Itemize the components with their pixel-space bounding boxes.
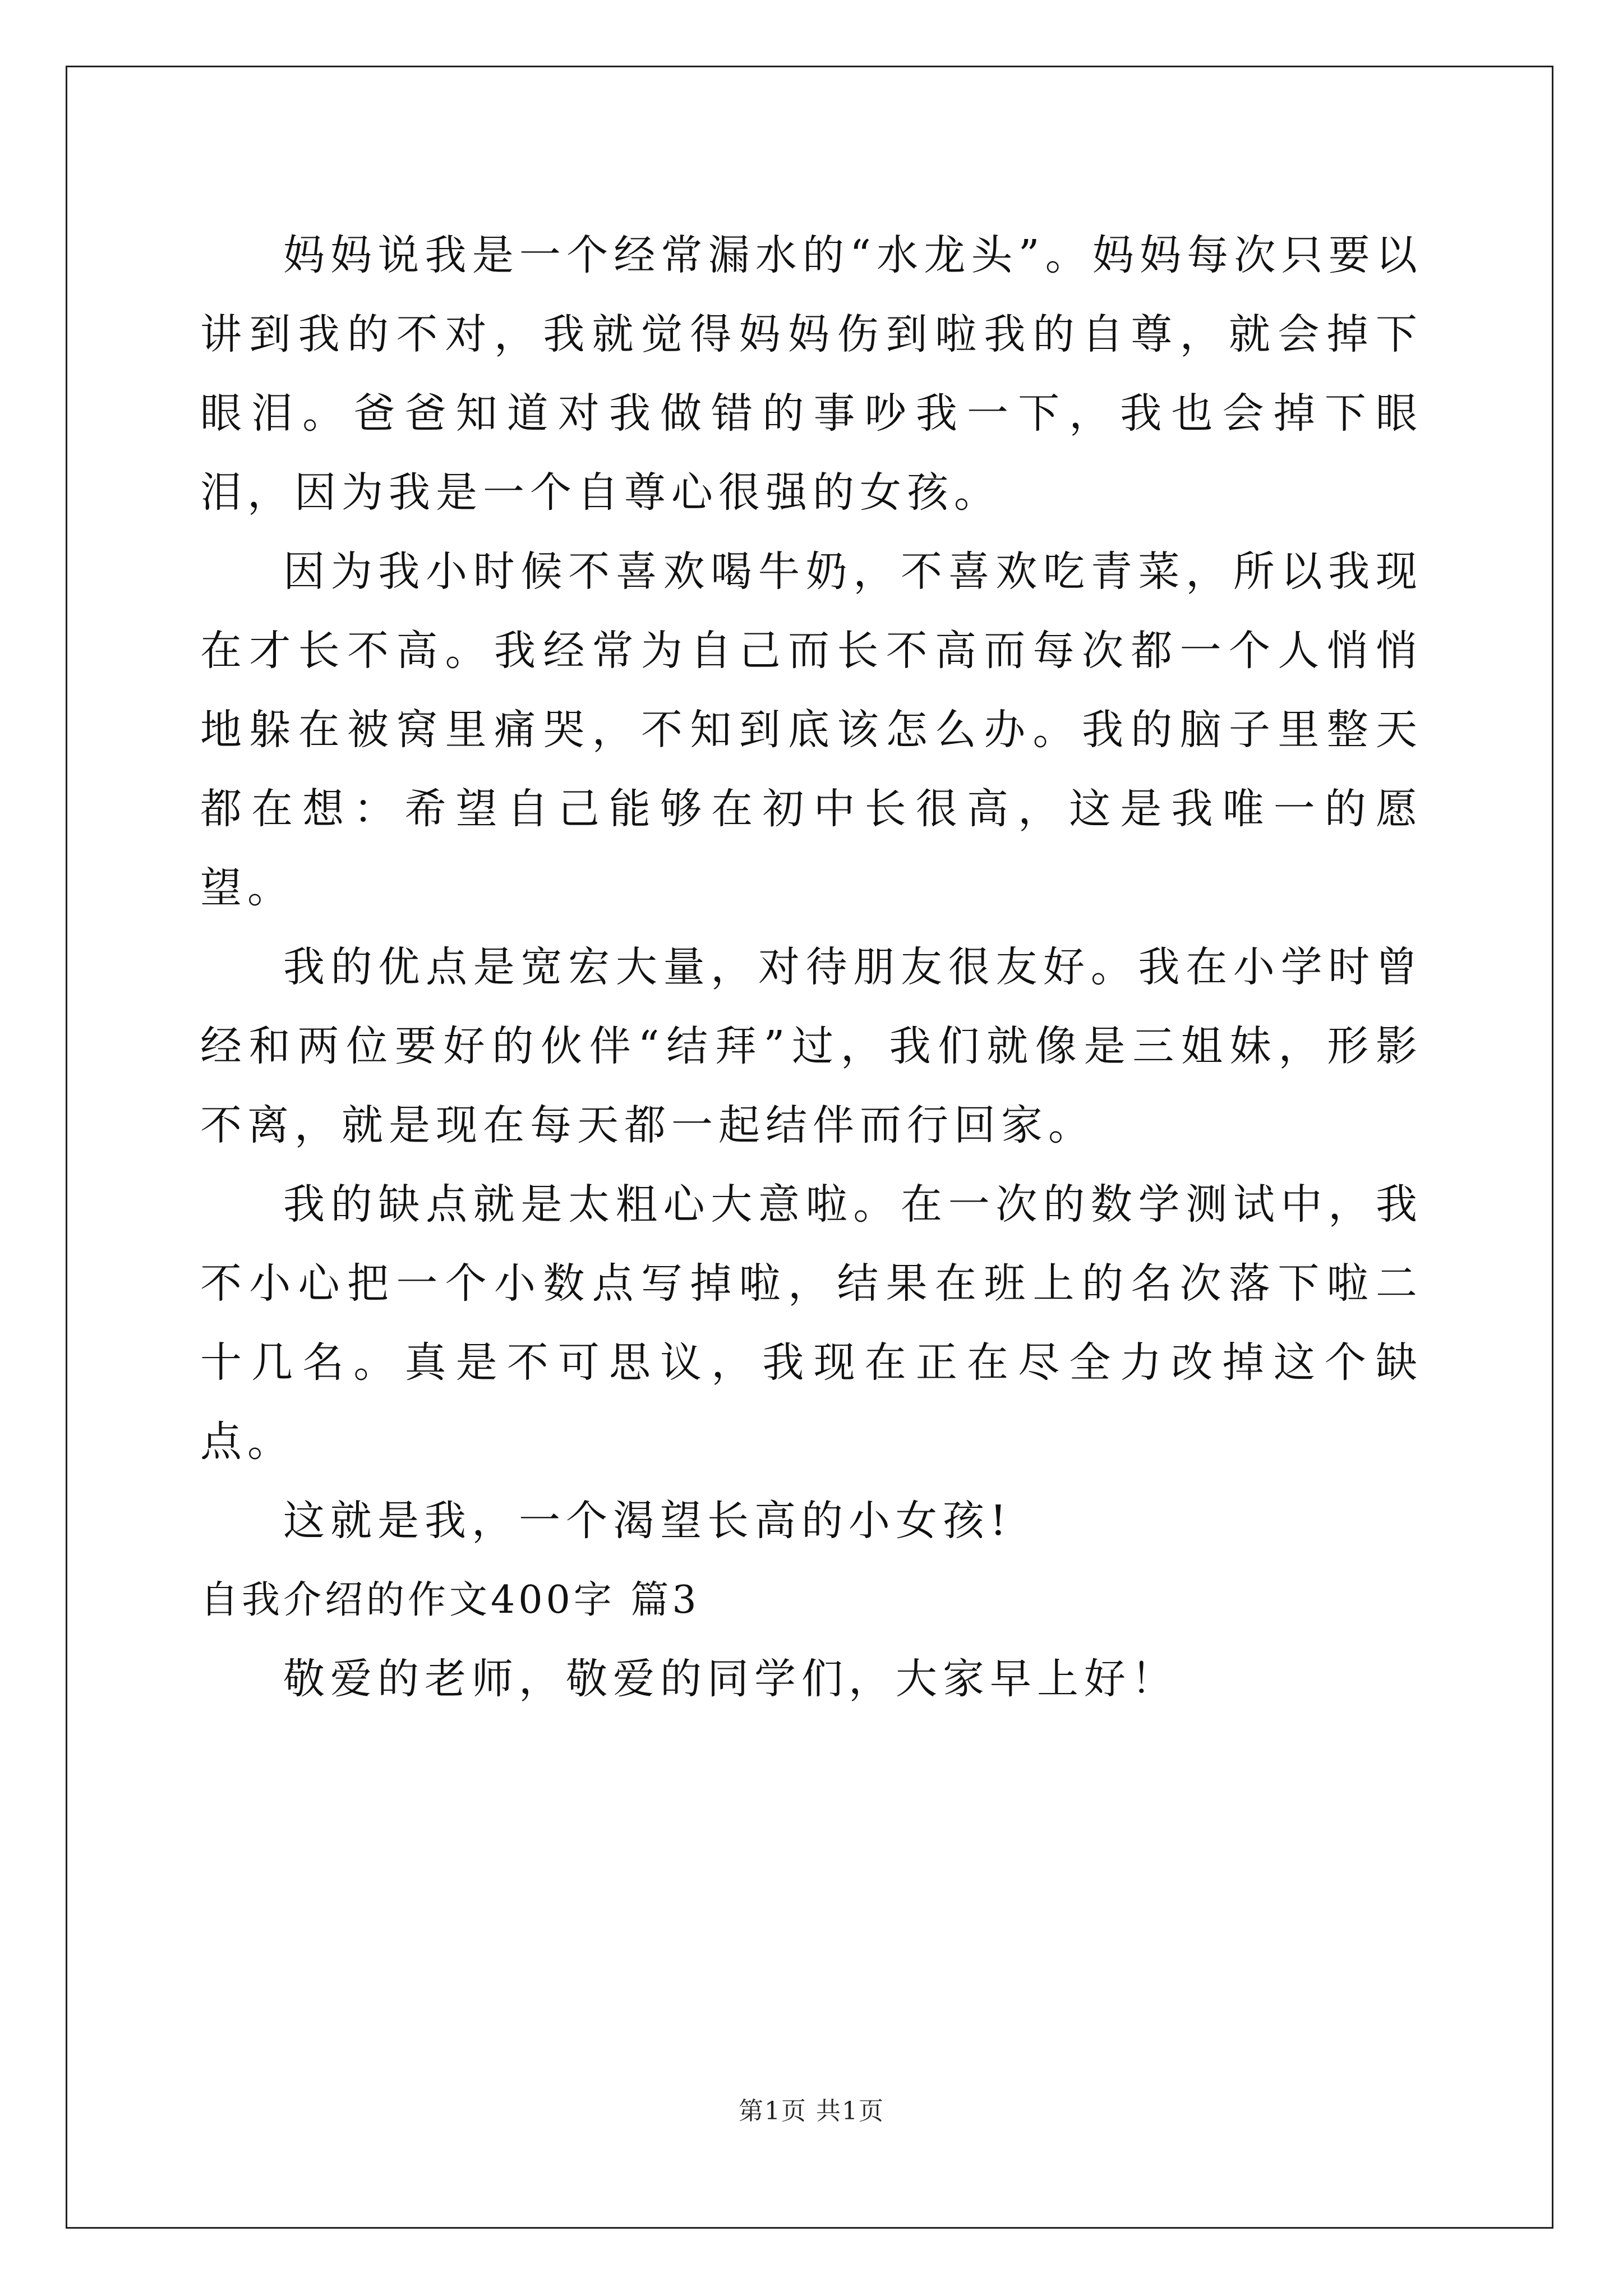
paragraph-2: 因为我小时候不喜欢喝牛奶，不喜欢吃青菜，所以我现在才长不高。我经常为自己而长不高而每次都一个人悄悄地躲在被窝里痛哭，不知到底该怎么办。我的脑子里整天都在想：希望自己能够在初中长很高，这是我唯一的愿望。 [200, 547, 1423, 912]
section-heading: 自我介绍的作文400字 篇3 [200, 1578, 700, 1622]
paragraph-1: 妈妈说我是一个经常漏水的“水龙头”。妈妈每次只要以讲到我的不对，我就觉得妈妈伤到啦我的自尊，就会掉下眼泪。爸爸知道对我做错的事吵我一下，我也会掉下眼泪，因为我是一个自尊心很强的女孩。 [200, 231, 1423, 517]
paragraph-3: 我的优点是宽宏大量，对待朋友很友好。我在小学时曾经和两位要好的伙伴“结拜”过，我们就像是三姐妹，形影不离，就是现在每天都一起结伴而行回家。 [200, 943, 1423, 1149]
page-footer: 第1页 共1页 [739, 2097, 884, 2125]
paragraph-5: 这就是我，一个渴望长高的小女孩! [283, 1497, 1012, 1545]
greeting-paragraph: 敬爱的老师，敬爱的同学们，大家早上好！ [283, 1655, 1178, 1703]
document-body [200, 216, 1423, 1719]
paragraph-4: 我的缺点就是太粗心大意啦。在一次的数学测试中，我不小心把一个小数点写掉啦，结果在班上的名次落下啦二十几名。真是不可思议，我现在正在尽全力改掉这个缺点。 [200, 1180, 1423, 1466]
